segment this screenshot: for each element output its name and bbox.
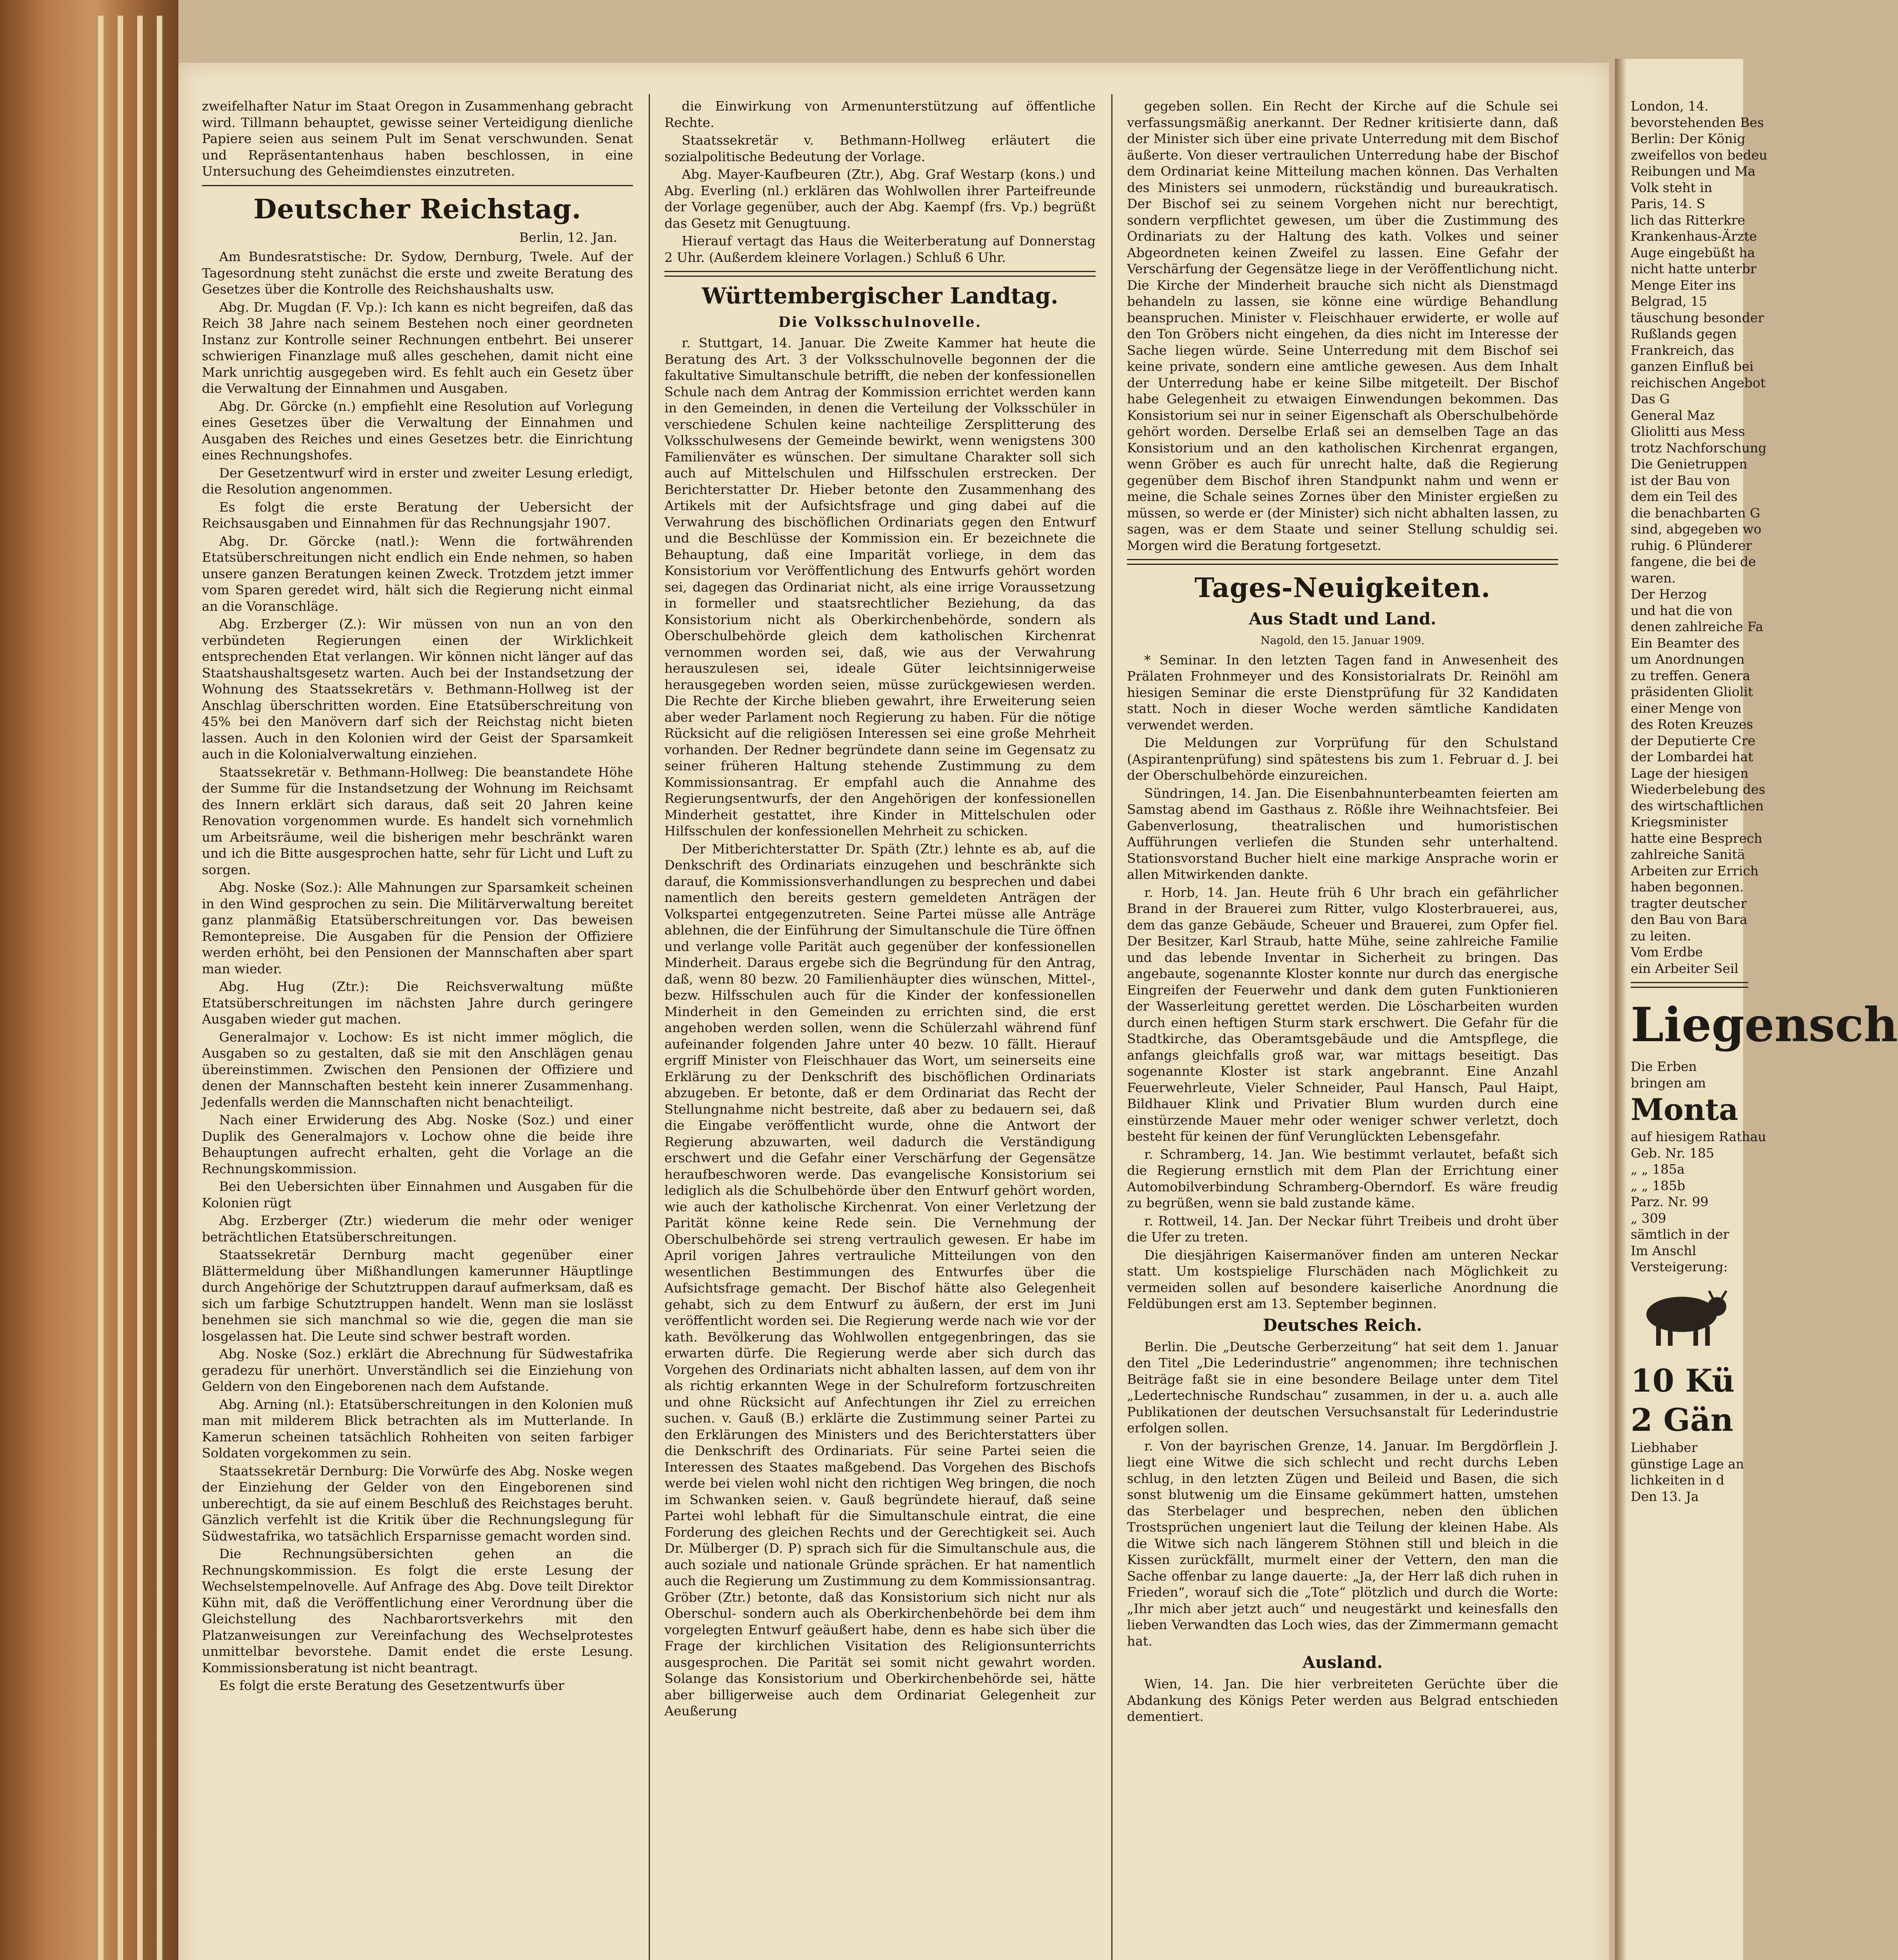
article-paragraph: Staatssekretär Dernburg: Die Vorwürfe des Abg. Noske wegen der Einziehung der Gelder von den Eingeborenen sind unberechtigt, da sie auf einem Beschluß des Reichstages beruht. Gänzlich verfehlt ist die Kritik über die Rechnungslegung für Südwestafrika, wo tatsächlich Ersparnisse gemacht worden sind.	[202, 1463, 633, 1544]
right-text-line: tragter deutscher	[1631, 895, 1747, 911]
reichstag-title: Deutscher Reichstag.	[253, 193, 582, 225]
ad-text-line: „ „ 185a	[1631, 1161, 1685, 1177]
ad-text-line: „ „ 185b	[1631, 1178, 1686, 1193]
right-text-line: Kriegsminister	[1631, 814, 1728, 829]
article-paragraph: Abg. Erzberger (Z.): Wir müssen von nun an von den verbündeten Regierungen einen der Wirklichkeit entsprechenden Etat verlangen. Wir können nicht länger auf das Staatshaushaltsgesetz warten. Auch bei der Instandsetzung der Wohnung des Staatssekretärs v. Bethmann-Hollweg ist der Anschlag überschritten worden. Eine Etatsüberschreitung von 45% bei den Manövern darf sich der Reichstag nicht bieten lassen. Auch in den Kolonien wird der Geist der Sparsamkeit auch in die Kolonialverwaltung einziehen.	[202, 616, 633, 762]
right-text-line: zweifellos von bedeu	[1631, 147, 1767, 163]
right-text-line: Wiederbelebung des	[1631, 782, 1766, 797]
news-paragraph: Sündringen, 14. Jan. Die Eisenbahnunterbeamten feierten am Samstag abend im Gasthaus z. Rößle ihre Weihnachtsfeier. Bei Gabenverlosung, theatralischen und humoristischen Aufführungen verliefen die Stunden sehr unterhaltend. Stationsvorstand Bucher hielt eine markige Ansprache worin er allen Mitwirkenden dankte.	[1127, 785, 1558, 882]
article-paragraph: Abg. Dr. Görcke (natl.): Wenn die fortwährenden Etatsüberschreitungen nicht endlich ein Ende nehmen, so haben unsere ganzen Beratungen keinen Zweck. Trotzdem jetzt immer vom Sparen geredet wird, hält sich die Regierung nicht einmal an die Voranschläge.	[202, 533, 633, 614]
right-text-line: ist der Bau von	[1631, 472, 1730, 488]
article-paragraph: gegeben sollen. Ein Recht der Kirche auf die Schule sei verfassungsmäßig anerkannt. Der Redner kritisierte dann, daß der Minister sich über eine private Unterredung mit dem Bischof äußerte. Von dieser vertraulichen Unterredung habe der Bischof dem Ordinariat keine Mitteilung machen können. Das Verhalten des Ministers sei unmodern, rückständig und bureaukratisch. Der Bischof sei zu seinem Vorgehen nicht nur berechtigt, sondern verpflichtet gewesen, um über die Zustimmung des Ordinariats zu der Haltung des kath. Volkes und seiner Abgeordneten keinen Zweifel zu lassen. Eine Gefahr der Verschärfung der Gegensätze liege in der Veröffentlichung nicht. Die Kirche der Minderheit brauche sich nicht als Dienstmagd behandeln zu lassen, sie könne eine würdige Behandlung beanspruchen. Minister v. Fleischhauer erwiderte, er wolle auf den Ton Gröbers nicht eingehen, da dies nicht im Interesse der Sache liegen würde. Seine Unterredung mit dem Bischof sei keine private, sondern eine amtliche gewesen. Aus dem Inhalt der Unterredung habe er keine Silbe mitgeteilt. Der Bischof habe Gelegenheit zu etwaigen Einwendungen bekommen. Das Konsistorium sei nur in seiner Eigenschaft als Oberschulbehörde gehört worden. Derselbe Erlaß sei an demselben Tage an das Konsistorium und an den katholischen Kirchenrat ergangen, wenn Gröber es auch für unrecht halte, daß die Regierung gegenüber dem Bischof ihren Standpunkt nahm und wenn er meine, die Schale seines Zornes über den Minister ergießen zu müssen, so werde er (der Minister) sich nicht abhalten lassen, zu sagen, was er dem Staate und seiner Stellung schuldig sei. Morgen wird die Beratung fortgesetzt.	[1127, 98, 1558, 553]
right-text-line: präsidenten Gliolit	[1631, 684, 1753, 699]
article-paragraph: Hierauf vertagt das Haus die Weiterberatung auf Donnerstag 2 Uhr. (Außerdem kleinere Vorlagen.) Schluß 6 Uhr.	[664, 233, 1096, 265]
right-text-line: Paris, 14. S	[1631, 196, 1706, 211]
right-text-line: Krankenhaus-Ärzte	[1631, 229, 1757, 244]
news-paragraph: * Seminar. In den letzten Tagen fand in Anwesenheit des Prälaten Frohnmeyer und des Konsistorialrats Dr. Reinöhl am hiesigen Seminar die erste Dienstprüfung für 32 Kandidaten statt. Noch in dieser Woche werden sämtliche Kandidaten verwendet werden.	[1127, 652, 1558, 733]
right-text-line: Volk steht in	[1631, 180, 1713, 195]
article-paragraph: Abg. Erzberger (Ztr.) wiederum die mehr oder weniger beträchtlichen Etatsüberschreitungen.	[202, 1213, 633, 1245]
intro-paragraph: zweifelhafter Natur im Staat Oregon in Zusammenhang gebracht wird. Tillmann behauptet, gewisse seiner Verteidigung dienliche Papiere seien aus seinem Pult im Senat verschwunden. Senat und Repräsentantenhaus haben beschlossen, in eine Untersuchung des Geheimdienstes einzutreten.	[202, 98, 633, 179]
article-paragraph: Abg. Dr. Görcke (n.) empfiehlt eine Resolution auf Vorlegung eines Gesetzes über die Verwaltung der Einnahmen und Ausgaben des Reiches und eines Gesetzes betr. die Einrichtung eines Rechnungshofes.	[202, 398, 633, 463]
article-paragraph: r. Stuttgart, 14. Januar. Die Zweite Kammer hat heute die Beratung des Art. 3 der Volksschulnovelle begonnen der die fakultative Simultanschule betrifft, die neben der konfessionellen Schule nach dem Antrag der Kommission errichtet werden kann in den Gemeinden, in denen die Verteilung der Volksschüler in verschiedene Schulen keine nachteilige Zersplitterung des Volksschulwesens der Gemeinde bewirkt, wenn wenigstens 300 Familienväter es wünschen. Der simultane Charakter soll sich auch auf Mittelschulen und Hilfsschulen erstrecken. Der Berichterstatter Dr. Hieber betonte den Zusammenhang des Artikels mit der Aufsichtsfrage und ging dabei auf die Verwahrung des bischöflichen Ordinariats gegen den Entwurf und die Beschlüsse der Kommission ein. Er bezeichnete die Behauptung, daß eine Imparität vorliege, in dem das Konsistorium vor Veröffentlichung des Entwurfs gehört worden sei, dagegen das Ordinariat nicht, als eine irrige Voraussetzung in formeller und staatsrechtlicher Beziehung, da das Konsistorium nicht als Oberkirchenbehörde, sondern als Oberschulbehörde gleich dem katholischen Kirchenrat vernommen worden sei, daß, wie aus der Verwahrung herauszulesen sei, ideale Güter leichtsinnigerweise herausgegeben worden seien, müsse zurückgewiesen werden. Die Rechte der Kirche blieben gewahrt, ihre Erweiterung seien aber weder Parlament noch Regierung zu haben. Für die nötige Rücksicht auf die religiösen Interessen sei eine große Mehrheit vorhanden. Der Redner begründete dann seine im Gegensatz zu seiner früheren Haltung stehende Zustimmung zu dem Kommissionsantrag. Er empfahl auch die Annahme des Regierungsentwurfs, der den Angehörigen der konfessionellen Minderheit gestattet, ihre Kinder in Mittelschulen oder Hilfsschulen der konfessionellen Mehrheit zu schicken.	[664, 335, 1096, 838]
reich-news	[1127, 1339, 1558, 1650]
right-text-line: täuschung besonder	[1631, 310, 1764, 325]
right-text-line: Frankreich, das	[1631, 342, 1734, 358]
reichstag-article	[202, 249, 633, 1694]
divider	[664, 271, 1096, 277]
ad-details	[1631, 1129, 1795, 1275]
ad-text-line: Parz. Nr. 99	[1631, 1194, 1709, 1209]
landtag-continuation	[1127, 98, 1558, 554]
right-text-line: der Deputierte Cre	[1631, 733, 1756, 748]
right-text-line: lich das Ritterkre	[1631, 212, 1746, 228]
right-text-line: Menge Eiter ins	[1631, 277, 1736, 293]
right-text-line: Auge eingebüßt ha	[1631, 245, 1755, 260]
ad-text-line: sämtlich in der	[1631, 1227, 1729, 1242]
right-page	[1615, 59, 1898, 1960]
right-text-line: Belgrad, 15	[1631, 294, 1707, 309]
article-paragraph: Abg. Dr. Mugdan (F. Vp.): Ich kann es nicht begreifen, daß das Reich 38 Jahre nach seinem Bestehen noch einer geordneten Instanz zur Kontrolle seiner Rechnungen entbehrt. Bei unserer schwierigen Finanzlage muß alles geschehen, damit nicht eine Mark unrichtig ausgegeben wird. Es fehlt auch ein Gesetz über die Verwaltung der Einnahmen und Ausgaben.	[202, 299, 633, 396]
landtag-article	[664, 335, 1096, 1719]
right-text-line: waren.	[1631, 570, 1676, 586]
ad-big-line: 2 Gän	[1631, 1401, 1733, 1438]
article-paragraph: Abg. Noske (Soz.): Alle Mahnungen zur Sparsamkeit scheinen in den Wind gesprochen zu sein. Die Militärverwaltung bereitet ganz planmäßig Etatsüberschreitungen vor. Das beweisen Remontepreise. Die Ausgaben für die Pension der Offiziere werden erhöht, bei den Pensionen der Mannschaften aber spart man wieder.	[202, 880, 633, 976]
divider	[202, 185, 633, 186]
landtag-title: Württembergischer Landtag.	[702, 283, 1058, 309]
ad-text-line: lichkeiten in d	[1631, 1472, 1724, 1488]
page-edge	[157, 16, 162, 1960]
ausland-title: Ausland.	[1302, 1653, 1383, 1672]
right-text-line: dem ein Teil des	[1631, 489, 1738, 504]
ad-text-line: günstige Lage an	[1631, 1456, 1744, 1472]
article-paragraph: Staatssekretär v. Bethmann-Hollweg: Die beanstandete Höhe der Summe für die Instandsetzung der Wohnung im Reichsamt des Innern erklärt sich daraus, daß seit 20 Jahren keine Renovation vorgenommen wurde. Es handelt sich vornehmlich um Arbeitsräume, weil die bisherigen mehr beschränkt waren und ich die Bitte ausgesprochen hatte, sehr für Licht und Luft zu sorgen.	[202, 764, 633, 877]
reichstag-continuation	[664, 98, 1096, 265]
right-text-line: reichischen Angebot	[1631, 375, 1766, 390]
article-paragraph: Der Gesetzentwurf wird in erster und zweiter Lesung erledigt, die Resolution angenommen.	[202, 465, 633, 497]
article-paragraph: Die Rechnungsübersichten gehen an die Rechnungskommission. Es folgt die erste Lesung der Wechselstempelnovelle. Auf Anfrage des Abg. Dove teilt Direktor Kühn mit, daß die Veröffentlichung einer Verordnung über die Gleichstellung des Nachbarortsverkehrs mit den Platzanweisungen zur Vereinfachung des Wechselprotestes unmittelbar bevorstehe. Damit endet die erste Lesung. Kommissionsberatung ist nicht beantragt.	[202, 1546, 633, 1675]
right-text-line: Der Herzog	[1631, 586, 1707, 602]
right-text-line: Lage der hiesigen	[1631, 765, 1749, 781]
ad-tail	[1631, 1439, 1795, 1504]
article-paragraph: Staatssekretär v. Bethmann-Hollweg erläutert die sozialpolitische Bedeutung der Vorlage.	[664, 132, 1096, 164]
ad-text-line: Geb. Nr. 185	[1631, 1145, 1714, 1161]
column-3	[1127, 98, 1558, 1960]
ad-day: Monta	[1631, 1092, 1738, 1127]
news-paragraph: r. Rottweil, 14. Jan. Der Neckar führt Treibeis und droht über die Ufer zu treten.	[1127, 1213, 1558, 1245]
article-paragraph: Staatssekretär Dernburg macht gegenüber einer Blättermeldung über Mißhandlungen kamerunner Häuptlinge durch Angehörige der Schutztruppen darauf aufmerksam, daß es sich um farbige Schutztruppen handelt. Wenn man sie loslässt benehmen sie sich manchmal so wie die, gegen die man sie losgelassen hat. Die Leute sind schwer bestraft worden.	[202, 1247, 633, 1344]
right-text-line: trotz Nachforschung	[1631, 440, 1767, 456]
right-text-line: die benachbarten G	[1631, 505, 1760, 521]
divider	[1631, 982, 1748, 988]
article-paragraph: Abg. Arning (nl.): Etatsüberschreitungen in den Kolonien muß man mit milderem Blick betrachten als im Mutterlande. In Kamerun scheinen tatsächlich Rohheiten von seiten farbiger Soldaten vorgekommen zu sein.	[202, 1396, 633, 1461]
right-text-line: haben begonnen.	[1631, 879, 1744, 895]
ad-text-line: „ 309	[1631, 1210, 1666, 1226]
right-text-line: einer Menge von	[1631, 700, 1742, 716]
article-paragraph: Es folgt die erste Beratung der Uebersicht der Reichsausgaben und Einnahmen für das Rechnungsjahr 1907.	[202, 499, 633, 531]
right-text-line: Reibungen und Ma	[1631, 163, 1756, 179]
article-paragraph: die Einwirkung von Armenunterstützung auf öffentliche Rechte.	[664, 98, 1096, 130]
ad-text-line: Liebhaber	[1631, 1440, 1698, 1455]
news-paragraph: Die Meldungen zur Vorprüfung für den Schulstand (Aspirantenprüfung) sind spätestens bis zum 1. Februar d. J. bei der Oberschulbehörde einzureichen.	[1127, 735, 1558, 783]
article-paragraph: Generalmajor v. Lochow: Es ist nicht immer möglich, die Ausgaben so zu gestalten, daß sie mit den Anschlägen genau übereinstimmen. Zwischen den Pensionen der Offiziere und denen der Mannschaften besteht kein innerer Zusammenhang. Jedenfalls werden die Mannschaften nicht benachteiligt.	[202, 1029, 633, 1110]
right-text-line: ein Arbeiter Seil	[1631, 960, 1738, 976]
right-text-line: nicht hatte unterbr	[1631, 261, 1756, 276]
right-text-line: Vom Erdbe	[1631, 944, 1703, 960]
right-text-line: Rußlands gegen	[1631, 326, 1737, 341]
ad-text-line: auf hiesigem Rathau	[1631, 1129, 1766, 1144]
right-text-line: zahlreiche Sanitä	[1631, 847, 1745, 862]
page-edge	[98, 16, 103, 1960]
nagold-dateline: Nagold, den 15. Januar 1909.	[1260, 634, 1425, 647]
right-text-line: bevorstehenden Bes	[1631, 114, 1764, 130]
right-text-line: Gliolitti aus Mess	[1631, 424, 1745, 439]
right-text-line: Ein Beamter des	[1631, 635, 1740, 651]
right-text-line: um Anordnungen	[1631, 652, 1745, 667]
column-divider	[649, 94, 650, 1960]
reichstag-dateline: Berlin, 12. Jan.	[519, 229, 617, 245]
ausland-paragraph: Wien, 14. Jan. Die hier verbreiteten Gerüchte über die Abdankung des Königs Peter werden aus Belgrad entschieden dementiert.	[1127, 1676, 1558, 1724]
right-text-line: und hat die von	[1631, 603, 1733, 618]
article-paragraph: Abg. Hug (Ztr.): Die Reichsverwaltung müßte Etatsüberschreitungen im nächsten Jahre durch geringere Ausgaben wieder gut machen.	[202, 979, 633, 1027]
right-text-line: Berlin: Der König	[1631, 131, 1746, 146]
landtag-subtitle: Die Volksschulnovelle.	[778, 314, 982, 330]
right-text-line: General Maz	[1631, 407, 1715, 423]
article-paragraph: Nach einer Erwiderung des Abg. Noske (Soz.) und einer Duplik des Generalmajors v. Lochow ohne die beide ihre Behauptungen aufrecht erhalten, geht die Vorlage an die Rechnungskommission.	[202, 1112, 633, 1176]
book-binding	[0, 0, 178, 1960]
column-divider	[1111, 94, 1112, 1960]
news-paragraph: Die diesjährigen Kaisermanöver finden am unteren Neckar statt. Um kostspielige Flurschäden nach Möglichkeit zu vermeiden sollen auf besondere kaiserliche Anordnung die Feldübungen erst am 13. September beginnen.	[1127, 1247, 1558, 1311]
right-text-line: zu leiten.	[1631, 928, 1691, 944]
ad-big-line: 10 Kü	[1631, 1362, 1735, 1399]
ad-text-line: Versteigerung:	[1631, 1259, 1728, 1274]
page-gutter	[1615, 59, 1627, 1960]
right-text-line: Die Genietruppen	[1631, 456, 1747, 472]
tages-neuigkeiten-title: Tages-Neuigkeiten.	[1194, 572, 1491, 604]
article-paragraph: Es folgt die erste Beratung des Gesetzentwurfs über	[219, 1678, 564, 1693]
right-text-line: London, 14.	[1631, 98, 1709, 114]
news-paragraph: Berlin. Die „Deutsche Gerberzeitung“ hat seit dem 1. Januar den Titel „Die Lederindustrie“ angenommen; ihre technischen Beiträge faßt sie in eine besondere Beilage unter dem Titel „Ledertechnische Rundschau“ zusammen, in der u. a. auch alle Publikationen der deutschen Versuchsanstalt für Lederindustrie erfolgen sollen.	[1127, 1339, 1558, 1436]
right-text-line: fangene, die bei de	[1631, 554, 1756, 569]
article-paragraph: Abg. Mayer-Kaufbeuren (Ztr.), Abg. Graf Westarp (kons.) und Abg. Everling (nl.) erklären das Wohlwollen ihrer Parteifreunde der Vorlage gegenüber, auch der Abg. Kaempf (frs. Vp.) begrüßt das Gesetz mit Genugtuung.	[664, 167, 1096, 231]
right-text-line: denen zahlreiche Fa	[1631, 619, 1763, 634]
right-text-line: des Roten Kreuzes	[1631, 717, 1753, 732]
right-text-line: Das G	[1631, 391, 1670, 407]
ad-title: Liegensch	[1631, 997, 1898, 1053]
news-paragraph: r. Schramberg, 14. Jan. Wie bestimmt verlautet, befaßt sich die Regierung ernstlich mit dem Plan der Errichtung einer Automobilverbindung Schramberg-Oberndorf. Es wäre freudig zu begrüßen, wenn sie bald zustande käme.	[1127, 1146, 1558, 1210]
ad-text-line: Den 13. Ja	[1631, 1488, 1699, 1504]
right-text-line: ruhig. 6 Plünderer	[1631, 537, 1752, 553]
ad-text-line: Im Anschl	[1631, 1243, 1697, 1258]
news-paragraph: r. Von der bayrischen Grenze, 14. Januar. Im Bergdörflein J. liegt eine Witwe die sich schlecht und recht durchs Leben schlug, in den letzten Zügen und Beileid und Basen, die sich sonst blutwenig um die Einsame gekümmert hatten, umstehen das Sterbelager und besprechen, neben den üblichen Trostsprüchen ungeniert laut die Teilung der kleinen Habe. Als die Witwe sich nach längerem Stöhnen still und bleich in die Kissen zurückfällt, murmelt einer der Vettern, den man die Sache offenbar zu lange dauerte: „Ja, der Herr laß dich ruhen in Frieden“, worauf sich die „Tote“ plötzlich und durch die Worte: „Ihr mich aber jetzt auch“ und neugestärkt und keinesfalls den lieben Verwandten das Loch wies, das der Zimmermann gemacht hat.	[1127, 1438, 1558, 1649]
article-paragraph: Der Mitberichterstatter Dr. Späth (Ztr.) lehnte es ab, auf die Denkschrift des Ordinariats einzugehen und beschränkte sich darauf, die Kommissionsverhandlungen zu besprechen und dabei namentlich den bereits gestern gemeldeten Anträgen der Volkspartei entgegenzutreten. Seine Partei müsse alle Anträge ablehnen, die der Einführung der Simultanschule die Türe öffnen und verlange volle Parität auch gegenüber der konfessionellen Minderheit. Daraus ergebe sich die Begründung für den Antrag, daß, wenn 80 bezw. 20 Familienhäupter dies wünschen, Mittel-, bezw. Hilfsschulen auch für die Kinder der konfessionellen Minderheit in den Gemeinden zu errichten sind, die erst angehoben werden sollen, wenn die Schülerzahl während fünf aufeinander folgenden Jahre unter 40 bezw. 10 fällt. Hierauf ergriff Minister von Fleischhauer das Wort, um seinerseits eine Erklärung zu der Denkschrift des bischöflichen Ordinariats abzugeben. Er betonte, daß er dem Ordinariat das Recht der Stellungnahme nicht bestreite, daß aber zu bedauern sei, daß die Eingabe veröffentlicht wurde, ohne die Antwort der Regierung abzuwarten, weil dadurch die Verständigung erschwert und die Gefahr einer Verschärfung der Gegensätze heraufbeschworen werde. Das evangelische Konsistorium sei lediglich als die Schulbehörde über den Entwurf gehört worden, wie auch der katholische Kirchenrat. Von einer Verletzung der Parität könne keine Rede sein. Die Vernehmung der Oberschulbehörde sei streng vertraulich gewesen. Er habe im April vorigen Jahres vertrauliche Mitteilungen von den wesentlichen Bestimmungen des Entwurfes über die Aufsichtsfrage gemacht. Der Bischof hätte also Gelegenheit gehabt, sich zu dem Entwurf zu äußern, der erst im Juni veröffentlicht worden sei. Die Regierung werde nach wie vor der kath. Bevölkerung das Wohlwollen entgegenbringen, das sie erwarten dürfe. Die Regierung werde aber sich durch das Vorgehen des Ordinariats nicht abhalten lassen, auf dem von ihr als richtig erkannten Wege in der Schulreform fortzuschreiten und ohne Rücksicht auf Anfechtungen ihr Ziel zu erreichen suchen. v. Gauß (B.) erklärte die Zustimmung seiner Partei zu den Erklärungen des Ministers und des Berichterstatters über die Denkschrift des Ordinariats. Für seine Partei seien die Interessen des Staates maßgebend. Das Vorgehen des Bischofs werde bei vielen wohl nicht den richtigen Weg bringen, die noch im Schwanken seien. v. Gauß begründete hierauf, daß seine Partei wohl lebhaft für die Simultanschule eintrat, die eine Forderung des gleichen Rechts und der Gerechtigkeit sei. Auch Dr. Mülberger (D. P) sprach sich für die Simultanschule aus, die auch soziale und nationale Gründe sprächen. Er hat namentlich auch die Regierung um Zustimmung zu dem Kommissionsantrag. Gröber (Ztr.) betonte, daß das Konsistorium sich nicht nur als Oberschul- sondern auch als Oberkirchenbehörde bei dem ihm vorgelegten Entwurf geäußert habe, denn es habe sich über die Frage der kirchlichen Visitation des Religionsunterrichts ausgesprochen. Die Parität sei somit nicht gewahrt worden. Solange das Konsistorium und Oberkirchenbehörde sei, hätte aber billigerweise auch dem Ordinariat Gelegenheit zur Aeußerung	[664, 841, 1096, 1719]
article-paragraph: Bei den Uebersichten über Einnahmen und Ausgaben für die Kolonien rügt	[202, 1179, 633, 1210]
ad-line: bringen am	[1631, 1075, 1706, 1091]
right-text-line: ganzen Einfluß bei	[1631, 359, 1754, 374]
article-paragraph: Am Bundesratstische: Dr. Sydow, Dernburg, Twele. Auf der Tagesordnung steht zunächst die erste und zweite Beratung des Gesetzes über die Kontrolle des Reichshaushalts usw.	[202, 249, 633, 297]
stadt-und-land-subtitle: Aus Stadt und Land.	[1248, 609, 1437, 628]
divider	[1127, 559, 1558, 565]
cow-icon	[1631, 1283, 1733, 1350]
page-edge	[137, 16, 143, 1960]
article-paragraph: Abg. Noske (Soz.) erklärt die Abrechnung für Südwestafrika geradezu für unerhört. Unverständlich sei die Einziehung von Geldern von den Eingeborenen nach dem Aufstande.	[202, 1346, 633, 1394]
newspaper-page	[178, 63, 1609, 1960]
column-1	[202, 98, 633, 1960]
deutsches-reich-title: Deutsches Reich.	[1263, 1315, 1423, 1335]
right-text-line: zu treffen. Genera	[1631, 668, 1751, 683]
right-news-lines	[1631, 98, 1795, 976]
column-2	[664, 98, 1096, 1960]
ad-line: Die Erben	[1631, 1059, 1697, 1074]
right-text-line: hatte eine Besprech	[1631, 830, 1762, 846]
local-news	[1127, 652, 1558, 1312]
right-text-line: sind, abgegeben wo	[1631, 521, 1762, 537]
right-text-line: den Bau von Bara	[1631, 912, 1747, 927]
news-paragraph: r. Horb, 14. Jan. Heute früh 6 Uhr brach ein gefährlicher Brand in der Brauerei zum Ritter, vulgo Klosterbrauerei, aus, dem das ganze Gebäude, Scheuer und Brauerei, zum Opfer fiel. Der Besitzer, Karl Straub, hatte Mühe, seine zahlreiche Familie und das lebende Inventar in Sicherheit zu bringen. Das angebaute, sogenannte Kloster konnte nur durch das energische Eingreifen der Feuerwehr und dank dem guten Funktionieren der Wasserleitung gerettet werden. Die Löscharbeiten wurden durch einen heftigen Sturm stark erschwert. Die Gefahr für die Stadtkirche, das Oberamtsgebäude und die Amtspflege, die anfangs gleichfalls groß war, war mittags beseitigt. Das sogenannte Kloster ist stark angebrannt. Eine Anzahl Feuerwehrleute, Vieler Schneider, Paul Hansch, Paul Haipt, Bildhauer Klink und Privatier Blum wurden durch eine einstürzende Mauer mehr oder weniger schwer verletzt, doch besteht für keinen der fünf Verunglückten Lebensgefahr.	[1127, 884, 1558, 1144]
right-text-line: Arbeiten zur Errich	[1631, 863, 1759, 878]
right-column	[1631, 98, 1898, 1504]
right-text-line: der Lombardei hat	[1631, 749, 1753, 764]
page-edge	[118, 16, 123, 1960]
right-text-line: des wirtschaftlichen	[1631, 798, 1764, 813]
